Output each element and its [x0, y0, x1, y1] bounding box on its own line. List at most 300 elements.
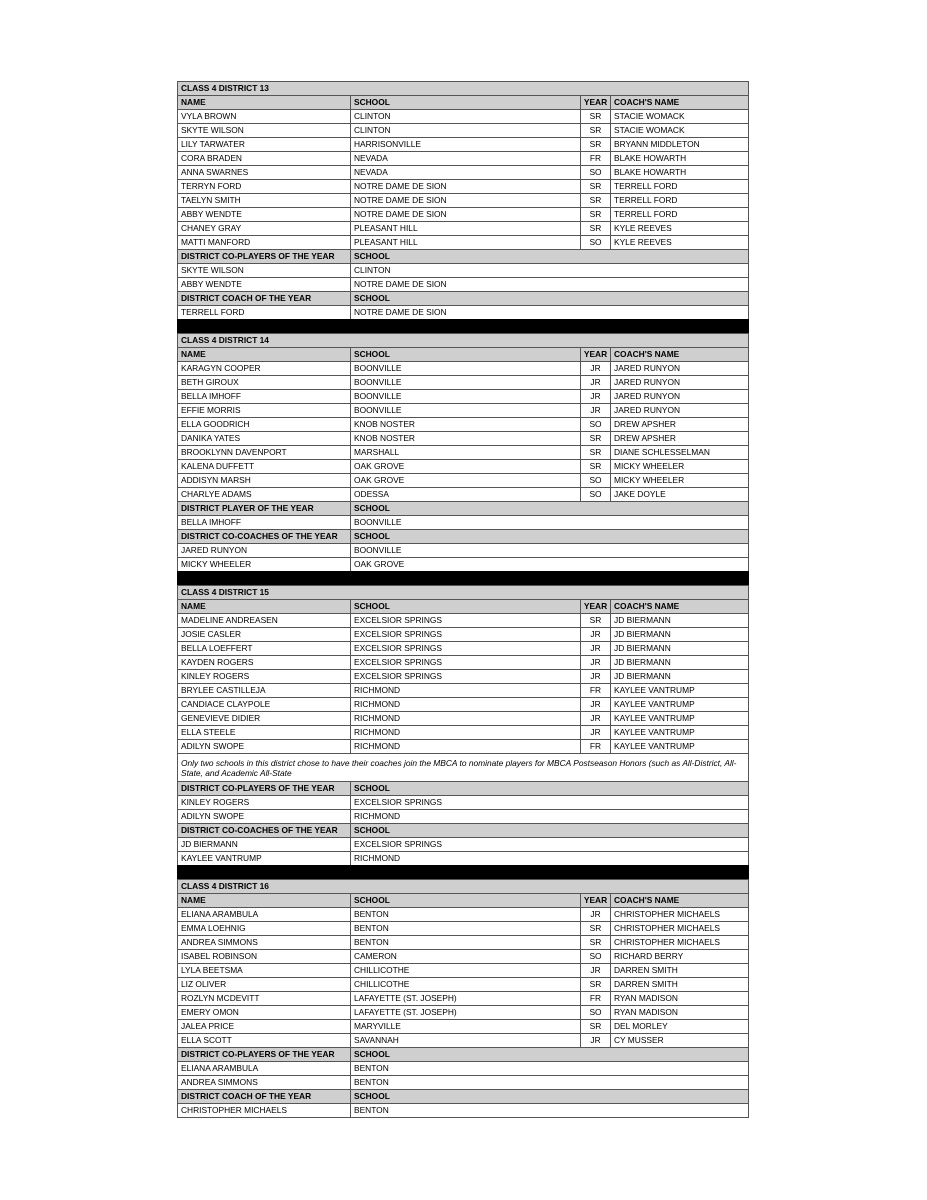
year-header: YEAR [580, 95, 610, 109]
player-row [177, 487, 749, 501]
award-school-header: SCHOOL [350, 291, 749, 305]
player-row [177, 109, 749, 123]
award-row [177, 851, 749, 865]
player-name: ABBY WENDTE [177, 207, 350, 221]
player-school: LAFAYETTE (ST. JOSEPH) [350, 991, 580, 1005]
player-year: SO [580, 417, 610, 431]
player-year: SO [580, 949, 610, 963]
player-year: SR [580, 445, 610, 459]
player-school: NOTRE DAME DE SION [350, 193, 580, 207]
player-school: CHILLICOTHE [350, 963, 580, 977]
coach-name: DREW APSHER [610, 431, 749, 445]
player-school: PLEASANT HILL [350, 221, 580, 235]
name-header: NAME [177, 95, 350, 109]
player-row [177, 711, 749, 725]
player-row [177, 1005, 749, 1019]
award-recipient: ADILYN SWOPE [177, 809, 350, 823]
player-row [177, 627, 749, 641]
player-row [177, 977, 749, 991]
player-row [177, 613, 749, 627]
player-row [177, 375, 749, 389]
player-year: JR [580, 361, 610, 375]
award-title: DISTRICT CO-PLAYERS OF THE YEAR [177, 249, 350, 263]
player-name: ANNA SWARNES [177, 165, 350, 179]
section-divider [177, 571, 749, 585]
player-school: ODESSA [350, 487, 580, 501]
player-name: ADDISYN MARSH [177, 473, 350, 487]
district-title-row [177, 585, 749, 599]
player-year: JR [580, 375, 610, 389]
award-recipient: BELLA IMHOFF [177, 515, 350, 529]
player-row [177, 641, 749, 655]
award-title: DISTRICT COACH OF THE YEAR [177, 1089, 350, 1103]
coach-name: BRYANN MIDDLETON [610, 137, 749, 151]
player-year: SO [580, 487, 610, 501]
player-name: BELLA IMHOFF [177, 389, 350, 403]
coach-name: JARED RUNYON [610, 389, 749, 403]
award-title: DISTRICT COACH OF THE YEAR [177, 291, 350, 305]
district-note: Only two schools in this district chose to have their coaches join the MBCA to nominate players for MBCA Postseason Honors (such as All-District, All-State, and Academic All-State [177, 753, 749, 781]
coach-name: DIANE SCHLESSELMAN [610, 445, 749, 459]
player-row [177, 683, 749, 697]
player-name: KALENA DUFFETT [177, 459, 350, 473]
player-row [177, 235, 749, 249]
award-header-row [177, 1089, 749, 1103]
award-school-header: SCHOOL [350, 529, 749, 543]
coach-name: RYAN MADISON [610, 1005, 749, 1019]
player-year: SR [580, 459, 610, 473]
coach-name: DARREN SMITH [610, 977, 749, 991]
player-row [177, 403, 749, 417]
player-year: JR [580, 711, 610, 725]
award-title: DISTRICT CO-PLAYERS OF THE YEAR [177, 1047, 350, 1061]
player-year: JR [580, 627, 610, 641]
district-title-row [177, 81, 749, 95]
player-school: BOONVILLE [350, 375, 580, 389]
player-row [177, 473, 749, 487]
player-name: LILY TARWATER [177, 137, 350, 151]
player-school: BENTON [350, 921, 580, 935]
school-header: SCHOOL [350, 893, 580, 907]
district-section [177, 333, 749, 571]
coach-name: TERRELL FORD [610, 179, 749, 193]
player-name: ADILYN SWOPE [177, 739, 350, 753]
player-school: NEVADA [350, 165, 580, 179]
name-header: NAME [177, 893, 350, 907]
coach-name: TERRELL FORD [610, 207, 749, 221]
player-name: VYLA BROWN [177, 109, 350, 123]
award-row [177, 837, 749, 851]
award-recipient: ELIANA ARAMBULA [177, 1061, 350, 1075]
player-year: FR [580, 151, 610, 165]
player-name: ROZLYN MCDEVITT [177, 991, 350, 1005]
coach-name: STACIE WOMACK [610, 123, 749, 137]
coach-name: BLAKE HOWARTH [610, 151, 749, 165]
all-district-document [177, 81, 749, 1118]
player-year: JR [580, 1033, 610, 1047]
player-name: TERRYN FORD [177, 179, 350, 193]
player-school: BENTON [350, 907, 580, 921]
coach-name: STACIE WOMACK [610, 109, 749, 123]
coach-name: JD BIERMANN [610, 613, 749, 627]
coach-name: DARREN SMITH [610, 963, 749, 977]
player-row [177, 907, 749, 921]
player-year: FR [580, 683, 610, 697]
district-title: CLASS 4 DISTRICT 16 [177, 879, 749, 893]
player-year: JR [580, 389, 610, 403]
player-school: RICHMOND [350, 697, 580, 711]
player-year: JR [580, 725, 610, 739]
coach-header: COACH'S NAME [610, 347, 749, 361]
player-name: MATTI MANFORD [177, 235, 350, 249]
award-school: RICHMOND [350, 851, 749, 865]
player-school: RICHMOND [350, 683, 580, 697]
player-name: CANDIACE CLAYPOLE [177, 697, 350, 711]
player-name: ELIANA ARAMBULA [177, 907, 350, 921]
player-name: BROOKLYNN DAVENPORT [177, 445, 350, 459]
player-row [177, 193, 749, 207]
player-school: NOTRE DAME DE SION [350, 207, 580, 221]
award-header-row [177, 1047, 749, 1061]
district-title-row [177, 333, 749, 347]
player-name: BETH GIROUX [177, 375, 350, 389]
award-row [177, 809, 749, 823]
award-school-header: SCHOOL [350, 1089, 749, 1103]
coach-name: JAKE DOYLE [610, 487, 749, 501]
year-header: YEAR [580, 599, 610, 613]
coach-header: COACH'S NAME [610, 95, 749, 109]
player-school: BOONVILLE [350, 361, 580, 375]
coach-name: JARED RUNYON [610, 375, 749, 389]
coach-name: CHRISTOPHER MICHAELS [610, 907, 749, 921]
player-school: RICHMOND [350, 725, 580, 739]
column-header-row [177, 347, 749, 361]
coach-name: KYLE REEVES [610, 235, 749, 249]
player-school: CAMERON [350, 949, 580, 963]
school-header: SCHOOL [350, 347, 580, 361]
player-row [177, 431, 749, 445]
district-title: CLASS 4 DISTRICT 14 [177, 333, 749, 347]
player-year: SR [580, 921, 610, 935]
award-school-header: SCHOOL [350, 1047, 749, 1061]
player-school: EXCELSIOR SPRINGS [350, 641, 580, 655]
award-row [177, 543, 749, 557]
award-recipient: TERRELL FORD [177, 305, 350, 319]
year-header: YEAR [580, 893, 610, 907]
player-year: SR [580, 431, 610, 445]
player-school: OAK GROVE [350, 459, 580, 473]
table-bottom-border [177, 1117, 749, 1118]
player-school: CLINTON [350, 123, 580, 137]
player-row [177, 389, 749, 403]
player-year: JR [580, 907, 610, 921]
name-header: NAME [177, 599, 350, 613]
section-divider [177, 319, 749, 333]
section-divider [177, 865, 749, 879]
player-row [177, 417, 749, 431]
player-row [177, 207, 749, 221]
award-row [177, 277, 749, 291]
player-school: EXCELSIOR SPRINGS [350, 613, 580, 627]
player-school: EXCELSIOR SPRINGS [350, 669, 580, 683]
coach-name: KAYLEE VANTRUMP [610, 711, 749, 725]
district-title: CLASS 4 DISTRICT 15 [177, 585, 749, 599]
player-row [177, 361, 749, 375]
award-row [177, 263, 749, 277]
award-school: OAK GROVE [350, 557, 749, 571]
coach-name: JD BIERMANN [610, 655, 749, 669]
player-row [177, 921, 749, 935]
coach-name: TERRELL FORD [610, 193, 749, 207]
award-recipient: SKYTE WILSON [177, 263, 350, 277]
district-title: CLASS 4 DISTRICT 13 [177, 81, 749, 95]
award-recipient: KINLEY ROGERS [177, 795, 350, 809]
player-row [177, 221, 749, 235]
player-year: SR [580, 1019, 610, 1033]
player-school: PLEASANT HILL [350, 235, 580, 249]
player-name: ELLA STEELE [177, 725, 350, 739]
player-name: KAYDEN ROGERS [177, 655, 350, 669]
player-name: ELLA SCOTT [177, 1033, 350, 1047]
coach-name: DREW APSHER [610, 417, 749, 431]
player-row [177, 697, 749, 711]
award-row [177, 1061, 749, 1075]
award-school: BENTON [350, 1061, 749, 1075]
player-row [177, 935, 749, 949]
district-section [177, 585, 749, 865]
player-school: BENTON [350, 935, 580, 949]
district-section [177, 879, 749, 1117]
coach-name: KAYLEE VANTRUMP [610, 739, 749, 753]
district-title-row [177, 879, 749, 893]
award-school: EXCELSIOR SPRINGS [350, 837, 749, 851]
player-row [177, 725, 749, 739]
player-row [177, 459, 749, 473]
school-header: SCHOOL [350, 95, 580, 109]
coach-name: RYAN MADISON [610, 991, 749, 1005]
player-year: SR [580, 179, 610, 193]
player-year: JR [580, 403, 610, 417]
player-year: SR [580, 221, 610, 235]
award-row [177, 795, 749, 809]
player-name: CHANEY GRAY [177, 221, 350, 235]
player-name: DANIKA YATES [177, 431, 350, 445]
coach-name: JARED RUNYON [610, 403, 749, 417]
column-header-row [177, 95, 749, 109]
coach-name: DEL MORLEY [610, 1019, 749, 1033]
player-row [177, 949, 749, 963]
award-row [177, 305, 749, 319]
player-name: MADELINE ANDREASEN [177, 613, 350, 627]
player-name: BELLA LOEFFERT [177, 641, 350, 655]
player-school: EXCELSIOR SPRINGS [350, 627, 580, 641]
player-year: SR [580, 109, 610, 123]
player-row [177, 151, 749, 165]
coach-name: JD BIERMANN [610, 641, 749, 655]
award-row [177, 515, 749, 529]
player-school: KNOB NOSTER [350, 431, 580, 445]
award-school: CLINTON [350, 263, 749, 277]
award-title: DISTRICT CO-COACHES OF THE YEAR [177, 823, 350, 837]
award-school-header: SCHOOL [350, 781, 749, 795]
player-name: SKYTE WILSON [177, 123, 350, 137]
player-name: CORA BRADEN [177, 151, 350, 165]
player-year: SR [580, 137, 610, 151]
player-name: EMMA LOEHNIG [177, 921, 350, 935]
player-school: MARYVILLE [350, 1019, 580, 1033]
player-row [177, 123, 749, 137]
player-name: LIZ OLIVER [177, 977, 350, 991]
player-name: JOSIE CASLER [177, 627, 350, 641]
player-row [177, 963, 749, 977]
player-year: FR [580, 991, 610, 1005]
player-school: CHILLICOTHE [350, 977, 580, 991]
award-school: BOONVILLE [350, 515, 749, 529]
district-section [177, 81, 749, 319]
player-school: SAVANNAH [350, 1033, 580, 1047]
coach-name: KAYLEE VANTRUMP [610, 725, 749, 739]
player-year: JR [580, 655, 610, 669]
player-name: LYLA BEETSMA [177, 963, 350, 977]
player-school: OAK GROVE [350, 473, 580, 487]
award-school: NOTRE DAME DE SION [350, 305, 749, 319]
player-school: BOONVILLE [350, 389, 580, 403]
player-year: SR [580, 977, 610, 991]
player-school: EXCELSIOR SPRINGS [350, 655, 580, 669]
player-row [177, 445, 749, 459]
player-row [177, 991, 749, 1005]
player-school: CLINTON [350, 109, 580, 123]
player-name: JALEA PRICE [177, 1019, 350, 1033]
player-row [177, 165, 749, 179]
coach-name: RICHARD BERRY [610, 949, 749, 963]
player-year: SR [580, 207, 610, 221]
award-row [177, 1103, 749, 1117]
award-school: BENTON [350, 1075, 749, 1089]
player-row [177, 739, 749, 753]
coach-name: BLAKE HOWARTH [610, 165, 749, 179]
coach-name: JD BIERMANN [610, 669, 749, 683]
coach-name: JARED RUNYON [610, 361, 749, 375]
player-year: SO [580, 165, 610, 179]
player-school: RICHMOND [350, 711, 580, 725]
player-name: CHARLYE ADAMS [177, 487, 350, 501]
player-name: ELLA GOODRICH [177, 417, 350, 431]
award-school: NOTRE DAME DE SION [350, 277, 749, 291]
player-name: KINLEY ROGERS [177, 669, 350, 683]
player-school: MARSHALL [350, 445, 580, 459]
player-year: SR [580, 935, 610, 949]
coach-name: KAYLEE VANTRUMP [610, 697, 749, 711]
coach-name: CHRISTOPHER MICHAELS [610, 921, 749, 935]
award-recipient: JD BIERMANN [177, 837, 350, 851]
column-header-row [177, 893, 749, 907]
player-row [177, 655, 749, 669]
player-school: KNOB NOSTER [350, 417, 580, 431]
school-header: SCHOOL [350, 599, 580, 613]
player-school: NOTRE DAME DE SION [350, 179, 580, 193]
player-name: ISABEL ROBINSON [177, 949, 350, 963]
player-name: ANDREA SIMMONS [177, 935, 350, 949]
award-school-header: SCHOOL [350, 249, 749, 263]
player-year: JR [580, 963, 610, 977]
player-row [177, 179, 749, 193]
award-recipient: CHRISTOPHER MICHAELS [177, 1103, 350, 1117]
award-recipient: JARED RUNYON [177, 543, 350, 557]
award-school: RICHMOND [350, 809, 749, 823]
player-school: NEVADA [350, 151, 580, 165]
player-year: SO [580, 473, 610, 487]
award-header-row [177, 781, 749, 795]
player-year: SR [580, 193, 610, 207]
player-year: SR [580, 123, 610, 137]
coach-name: KYLE REEVES [610, 221, 749, 235]
award-header-row [177, 249, 749, 263]
player-year: JR [580, 641, 610, 655]
award-title: DISTRICT CO-PLAYERS OF THE YEAR [177, 781, 350, 795]
player-year: JR [580, 669, 610, 683]
coach-name: MICKY WHEELER [610, 459, 749, 473]
player-school: HARRISONVILLE [350, 137, 580, 151]
player-year: SR [580, 613, 610, 627]
coach-name: KAYLEE VANTRUMP [610, 683, 749, 697]
player-year: SO [580, 235, 610, 249]
player-school: RICHMOND [350, 739, 580, 753]
player-year: JR [580, 697, 610, 711]
award-school-header: SCHOOL [350, 501, 749, 515]
player-school: BOONVILLE [350, 403, 580, 417]
coach-name: CHRISTOPHER MICHAELS [610, 935, 749, 949]
coach-header: COACH'S NAME [610, 599, 749, 613]
player-name: GENEVIEVE DIDIER [177, 711, 350, 725]
award-recipient: KAYLEE VANTRUMP [177, 851, 350, 865]
player-name: EFFIE MORRIS [177, 403, 350, 417]
award-row [177, 557, 749, 571]
year-header: YEAR [580, 347, 610, 361]
column-header-row [177, 599, 749, 613]
award-school-header: SCHOOL [350, 823, 749, 837]
award-header-row [177, 823, 749, 837]
award-header-row [177, 291, 749, 305]
player-name: KARAGYN COOPER [177, 361, 350, 375]
player-row [177, 1019, 749, 1033]
award-school: BENTON [350, 1103, 749, 1117]
award-header-row [177, 529, 749, 543]
award-row [177, 1075, 749, 1089]
player-name: BRYLEE CASTILLEJA [177, 683, 350, 697]
player-school: LAFAYETTE (ST. JOSEPH) [350, 1005, 580, 1019]
player-year: SO [580, 1005, 610, 1019]
player-name: EMERY OMON [177, 1005, 350, 1019]
player-row [177, 669, 749, 683]
award-school: BOONVILLE [350, 543, 749, 557]
coach-name: CY MUSSER [610, 1033, 749, 1047]
award-header-row [177, 501, 749, 515]
award-school: EXCELSIOR SPRINGS [350, 795, 749, 809]
player-row [177, 137, 749, 151]
name-header: NAME [177, 347, 350, 361]
coach-name: JD BIERMANN [610, 627, 749, 641]
award-recipient: ANDREA SIMMONS [177, 1075, 350, 1089]
award-recipient: MICKY WHEELER [177, 557, 350, 571]
coach-name: MICKY WHEELER [610, 473, 749, 487]
coach-header: COACH'S NAME [610, 893, 749, 907]
player-year: FR [580, 739, 610, 753]
award-title: DISTRICT CO-COACHES OF THE YEAR [177, 529, 350, 543]
award-title: DISTRICT PLAYER OF THE YEAR [177, 501, 350, 515]
award-recipient: ABBY WENDTE [177, 277, 350, 291]
player-row [177, 1033, 749, 1047]
